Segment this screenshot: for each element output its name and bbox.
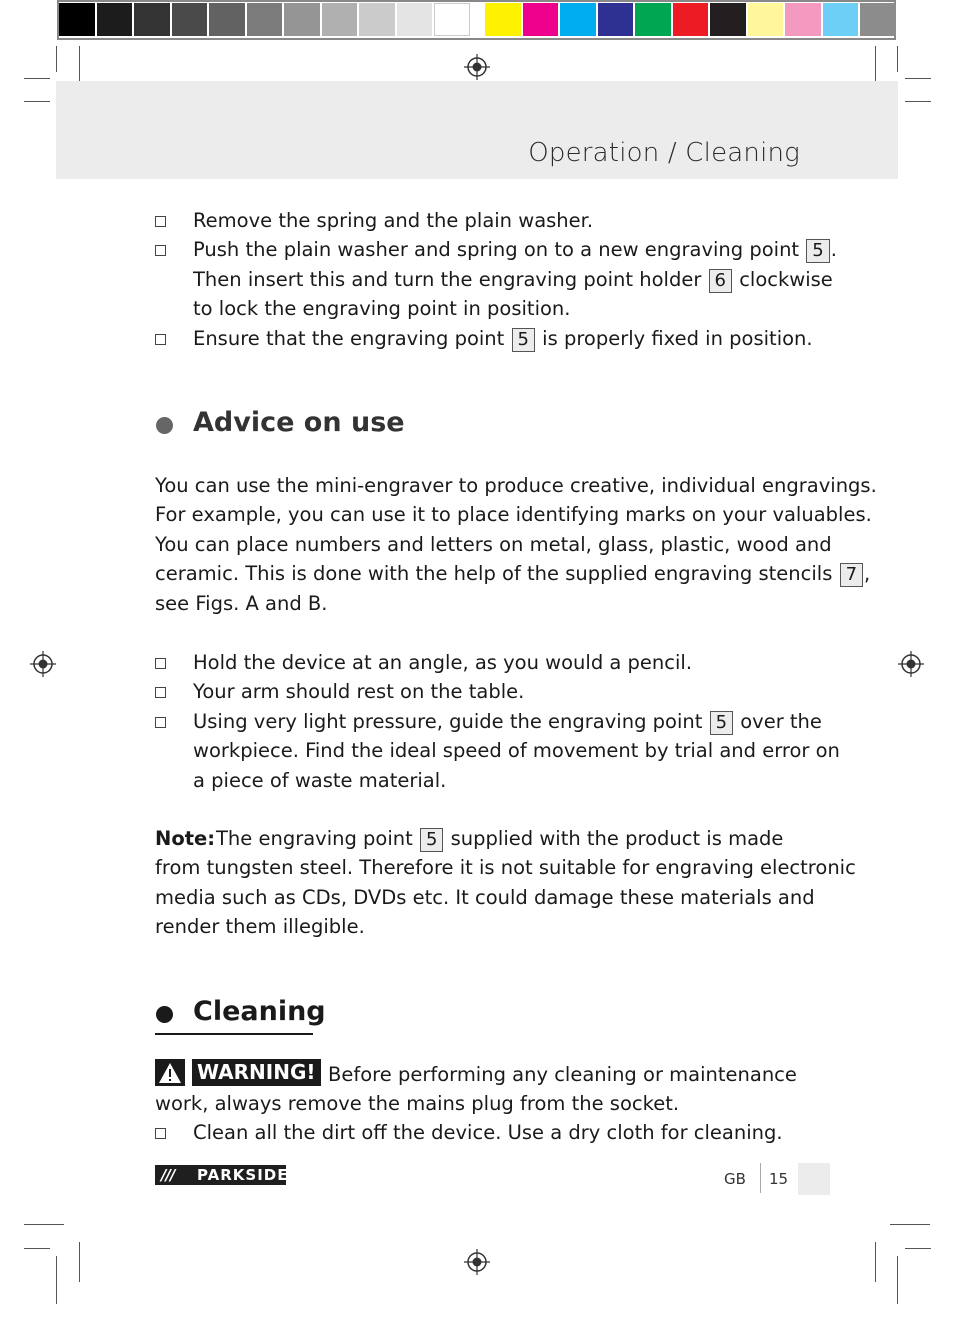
- text-run: from tungsten steel. Therefore it is not suitable for engraving electronic: [155, 856, 856, 880]
- warning-label: WARNING!: [192, 1059, 321, 1086]
- color-swatch: [823, 3, 859, 36]
- registration-mark-icon: [30, 651, 56, 677]
- checkbox-icon: [155, 687, 166, 698]
- text-run: work, always remove the mains plug from the socket.: [155, 1092, 680, 1116]
- text-run: The engraving point: [216, 827, 419, 850]
- color-swatch: [284, 3, 320, 36]
- text-run: You can place numbers and letters on metal, glass, plastic, wood and: [155, 532, 832, 556]
- color-swatch: [359, 3, 395, 36]
- text-run: You can use the mini-engraver to produce creative, individual engravings.: [155, 474, 877, 497]
- part-reference: 6: [709, 269, 732, 293]
- language-code: GB: [724, 1170, 746, 1188]
- checkbox-icon: [155, 245, 166, 256]
- color-swatch: [172, 3, 208, 36]
- part-reference: 5: [806, 239, 829, 263]
- paragraph-line: [155, 853, 856, 882]
- paragraph-line: [155, 912, 365, 941]
- color-swatch: [523, 3, 559, 36]
- text-run: see Figs. A and B.: [155, 591, 328, 615]
- color-swatch: [673, 3, 709, 36]
- section-bullet-icon: [156, 1006, 173, 1023]
- warning-triangle-icon: [155, 1059, 185, 1086]
- brand-name: PARKSIDE: [197, 1166, 289, 1184]
- section-bullet-icon: [156, 417, 173, 434]
- text-run: For example, you can use it to place identifying marks on your valuables.: [155, 503, 872, 527]
- paragraph-line: [216, 824, 783, 853]
- color-swatch: [785, 3, 821, 36]
- checklist-text: [193, 648, 692, 677]
- color-swatch: [322, 3, 358, 36]
- checklist-text: [193, 1118, 783, 1147]
- paragraph-line: [155, 559, 870, 588]
- text-run: a piece of waste material.: [193, 768, 447, 792]
- footer-divider: [760, 1163, 761, 1193]
- text-run: Before performing any cleaning or maintenance: [328, 1063, 797, 1086]
- checkbox-icon: [155, 1128, 166, 1139]
- text-run: to lock the engraving point in position.: [193, 297, 571, 321]
- color-swatch: [710, 3, 746, 36]
- color-swatch: [247, 3, 283, 36]
- text-run: workpiece. Find the ideal speed of movement by trial and error on: [193, 739, 840, 763]
- color-swatch: [560, 3, 596, 36]
- checklist-text: [193, 766, 446, 795]
- note-label: Note:: [155, 827, 216, 850]
- text-run: render them illegible.: [155, 915, 365, 939]
- brand-logo: [155, 1165, 289, 1185]
- color-swatch: [434, 3, 470, 36]
- text-run: ,: [864, 562, 871, 586]
- paragraph-line: [328, 1060, 797, 1089]
- part-reference: 5: [420, 828, 443, 852]
- color-swatch: [635, 3, 671, 36]
- text-run: Hold the device at an angle, as you would a pencil.: [193, 651, 693, 674]
- checklist-text: [193, 736, 840, 765]
- text-run: Using very light pressure, guide the engraving point: [193, 709, 709, 733]
- checklist-text: [193, 265, 833, 294]
- text-run: Ensure that the engraving point: [193, 326, 511, 350]
- part-reference: 5: [710, 711, 733, 735]
- registration-mark-icon: [898, 651, 924, 677]
- text-run: Then insert this and turn the engraving point holder: [193, 267, 708, 291]
- color-swatch: [209, 3, 245, 36]
- text-run: media such as CDs, DVDs etc. It could damage these materials and: [155, 885, 815, 909]
- paragraph-line: [155, 1089, 679, 1118]
- text-run: .: [830, 238, 837, 262]
- page-tab: [798, 1163, 830, 1195]
- paragraph-line: [155, 530, 832, 559]
- registration-mark-icon: [464, 1249, 490, 1275]
- color-swatch: [59, 3, 95, 36]
- text-run: Clean all the dirt off the device. Use a dry cloth for cleaning.: [193, 1121, 783, 1144]
- section-underline: [155, 1033, 313, 1035]
- text-run: Push the plain washer and spring on to a new engraving point: [193, 238, 806, 262]
- checklist-text: [193, 707, 822, 736]
- color-swatch: [860, 3, 896, 36]
- checkbox-icon: [155, 717, 166, 728]
- checkbox-icon: [155, 216, 166, 227]
- section-title: Cleaning: [193, 996, 326, 1027]
- text-run: supplied with the product is made: [444, 827, 784, 850]
- color-swatch: [97, 3, 133, 36]
- registration-mark-icon: [464, 54, 490, 80]
- text-run: ceramic. This is done with the help of the supplied engraving stencils: [155, 562, 839, 586]
- checklist-text: [193, 235, 837, 264]
- checkbox-icon: [155, 334, 166, 345]
- paragraph-line: [155, 883, 815, 912]
- checklist-text: [193, 324, 813, 353]
- checklist-text: [193, 677, 524, 706]
- color-swatch: [485, 3, 521, 36]
- text-run: is properly fixed in position.: [535, 326, 813, 350]
- brand-stripes-icon: ///: [161, 1166, 175, 1184]
- part-reference: 5: [512, 328, 535, 352]
- color-swatch: [397, 3, 433, 36]
- text-run: Remove the spring and the plain washer.: [193, 209, 594, 232]
- text-run: Your arm should rest on the table.: [193, 680, 525, 704]
- text-run: clockwise: [733, 267, 833, 291]
- page-title: Operation / Cleaning: [528, 138, 800, 168]
- section-title: Advice on use: [193, 407, 405, 438]
- part-reference: 7: [840, 563, 863, 587]
- text-run: over the: [734, 709, 822, 733]
- checklist-text: [193, 206, 593, 235]
- paragraph-line: [155, 471, 877, 500]
- color-swatch: [134, 3, 170, 36]
- color-swatch: [598, 3, 634, 36]
- color-swatch: [748, 3, 784, 36]
- paragraph-line: [155, 589, 328, 618]
- checkbox-icon: [155, 658, 166, 669]
- paragraph-line: [155, 500, 872, 529]
- checklist-text: [193, 294, 570, 323]
- page-number: 15: [769, 1170, 789, 1188]
